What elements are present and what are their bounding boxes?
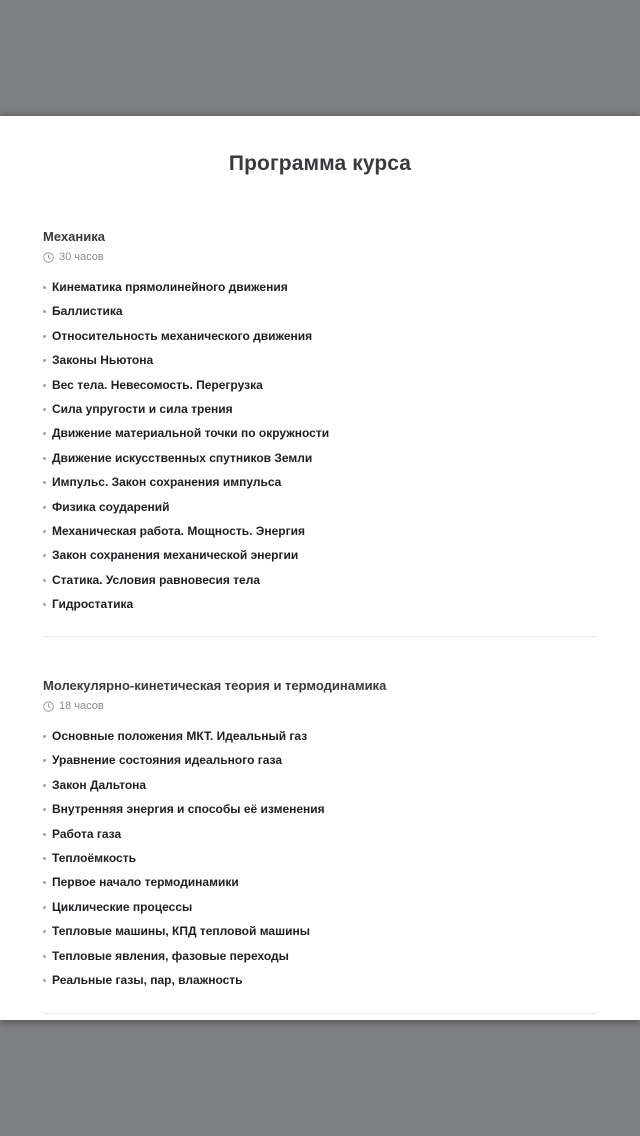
topic-item: Реальные газы, пар, влажность: [43, 972, 597, 996]
bullet-dot: [43, 335, 46, 338]
bullet-dot: [43, 286, 46, 289]
bullet-dot: [43, 457, 46, 460]
topic-item: Статика. Условия равновесия тела: [43, 572, 597, 596]
clock-icon: [43, 701, 54, 712]
topic-item: Внутренняя энергия и способы её изменения: [43, 801, 597, 825]
section-duration: [43, 249, 597, 265]
bullet-dot: [43, 310, 46, 313]
topic-item: Кинематика прямолинейного движения: [43, 279, 597, 303]
topic-item: Физика соударений: [43, 499, 597, 523]
topic-list: [43, 279, 597, 620]
bullet-dot: [43, 808, 46, 811]
topic-item: Закон Дальтона: [43, 777, 597, 801]
topic-item: Тепловые явления, фазовые переходы: [43, 948, 597, 972]
bullet-dot: [43, 384, 46, 387]
bullet-dot: [43, 881, 46, 884]
bullet-dot: [43, 481, 46, 484]
topic-item: Вес тела. Невесомость. Перегрузка: [43, 377, 597, 401]
topic-item: Движение искусственных спутников Земли: [43, 450, 597, 474]
section-mechanics: [43, 228, 597, 620]
duration-label: 30 часов: [59, 251, 104, 263]
bullet-dot: [43, 759, 46, 762]
section-divider: [43, 636, 597, 637]
topic-item: Относительность механического движения: [43, 328, 597, 352]
topic-item: Тепловые машины, КПД тепловой машины: [43, 923, 597, 947]
bullet-dot: [43, 603, 46, 606]
topic-list: [43, 728, 597, 996]
section-title: Механика: [43, 229, 105, 244]
topic-item: Механическая работа. Мощность. Энергия: [43, 523, 597, 547]
duration-label: 18 часов: [59, 700, 104, 712]
topic-item: Сила упругости и сила трения: [43, 401, 597, 425]
section-divider: [43, 1013, 597, 1014]
bullet-dot: [43, 833, 46, 836]
topic-item: Основные положения МКТ. Идеальный газ: [43, 728, 597, 752]
topic-item: Работа газа: [43, 826, 597, 850]
bullet-dot: [43, 906, 46, 909]
bullet-dot: [43, 359, 46, 362]
bullet-dot: [43, 979, 46, 982]
topic-item: Теплоёмкость: [43, 850, 597, 874]
bullet-dot: [43, 579, 46, 582]
bullet-dot: [43, 857, 46, 860]
bullet-dot: [43, 506, 46, 509]
bullet-dot: [43, 530, 46, 533]
bullet-dot: [43, 930, 46, 933]
topic-item: Уравнение состояния идеального газа: [43, 752, 597, 776]
bullet-dot: [43, 735, 46, 738]
section-title: Молекулярно-кинетическая теория и термодинамика: [43, 678, 387, 693]
bullet-dot: [43, 554, 46, 557]
topic-item: Первое начало термодинамики: [43, 874, 597, 898]
bullet-dot: [43, 955, 46, 958]
page-title: Программа курса: [228, 152, 412, 175]
topic-item: Движение материальной точки по окружности: [43, 425, 597, 449]
bullet-dot: [43, 408, 46, 411]
topic-item: Закон сохранения механической энергии: [43, 547, 597, 571]
topic-item: Импульс. Закон сохранения импульса: [43, 474, 597, 498]
topic-item: Законы Ньютона: [43, 352, 597, 376]
section-duration: [43, 698, 597, 714]
bullet-dot: [43, 432, 46, 435]
clock-icon: [43, 252, 54, 263]
section-molecular-kinetic-theory: [43, 677, 597, 996]
bullet-dot: [43, 784, 46, 787]
course-program-sheet: [0, 116, 640, 1020]
topic-item: Гидростатика: [43, 596, 597, 620]
topic-item: Циклические процессы: [43, 899, 597, 923]
topic-item: Баллистика: [43, 303, 597, 327]
